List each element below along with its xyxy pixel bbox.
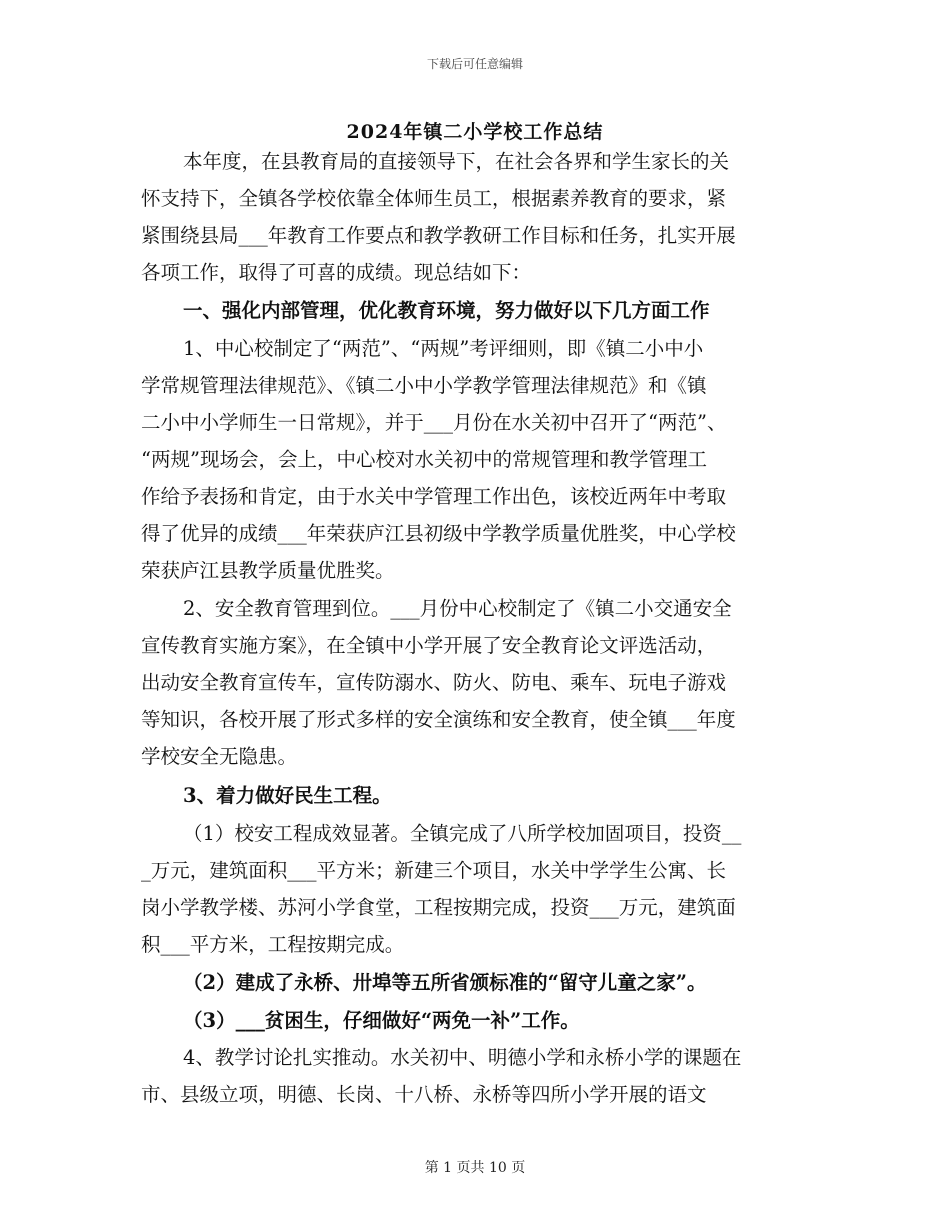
paragraph-line: 二小中小学师生一日常规》，并于___月份在水关初中召开了“两范”、 — [141, 411, 727, 434]
paragraph-line: 学常规管理法律规范》、《镇二小中小学教学管理法律规范》和《镇 — [141, 374, 707, 397]
paragraph-line: 本年度，在县教育局的直接领导下，在社会各界和学生家长的关 — [183, 150, 730, 173]
paragraph-line: 宣传教育实施方案》，在全镇中小学开展了安全教育论文评选活动， — [141, 634, 717, 657]
paragraph-line: 1、中心校制定了“两范”、“两规”考评细则，即《镇二小中小 — [183, 337, 704, 360]
paragraph-line: “两规”现场会，会上，中心校对水关初中的常规管理和教学管理工 — [141, 448, 707, 471]
paragraph-line: 积___平方米，工程按期完成。 — [141, 933, 405, 956]
paragraph-line: 荣获庐江县教学质量优胜奖。 — [141, 559, 395, 582]
section-heading: （2）建成了永桥、卅埠等五所省颁标准的“留守儿童之家”。 — [183, 971, 707, 994]
section-heading: 3、着力做好民生工程。 — [183, 784, 392, 807]
paragraph-line: _万元，建筑面积___平方米；新建三个项目，水关中学学生公寓、长 — [141, 859, 727, 882]
section-heading: 一、强化内部管理，优化教育环境，努力做好以下几方面工作 — [183, 299, 710, 322]
paragraph-line: 怀支持下，全镇各学校依靠全体师生员工，根据素养教育的要求，紧 — [141, 187, 727, 210]
paragraph-line: 学校安全无隐患。 — [141, 745, 298, 768]
paragraph-line: 得了优异的成绩___年荣获庐江县初级中学教学质量优胜奖，中心学校 — [141, 522, 736, 545]
paragraph-line: 作给予表扬和肯定，由于水关中学管理工作出色，该校近两年中考取 — [141, 485, 727, 508]
paragraph-line: 各项工作，取得了可喜的成绩。现总结如下： — [141, 261, 532, 284]
paragraph-line: 4、教学讨论扎实推动。水关初中、明德小学和永桥小学的课题在 — [183, 1046, 742, 1069]
document-title: 2024年镇二小学校工作总结 — [346, 121, 604, 143]
paragraph-line: 紧围绕县局___年教育工作要点和教学教研工作目标和任务，扎实开展 — [141, 224, 736, 247]
paragraph-line: 出动安全教育宣传车，宣传防溺水、防火、防电、乘车、玩电子游戏 — [141, 671, 727, 694]
paragraph-line: 岗小学教学楼、苏河小学食堂，工程按期完成，投资___万元，建筑面 — [141, 896, 736, 919]
page-footer: 第 1 页共 10 页 — [424, 1160, 526, 1176]
paragraph-line: 市、县级立项，明德、长岗、十八桥、永桥等四所小学开展的语文 — [141, 1083, 707, 1106]
paragraph-line: （1）校安工程成效显著。全镇完成了八所学校加固项目，投资__ — [183, 822, 742, 845]
page-header: 下载后可任意编辑 — [426, 57, 523, 71]
paragraph-line: 等知识，各校开展了形式多样的安全演练和安全教育，使全镇___年度 — [141, 708, 736, 731]
section-heading: （3）___贫困生，仔细做好“两免一补”工作。 — [183, 1009, 580, 1032]
paragraph-line: 2、安全教育管理到位。___月份中心校制定了《镇二小交通安全 — [183, 597, 732, 620]
